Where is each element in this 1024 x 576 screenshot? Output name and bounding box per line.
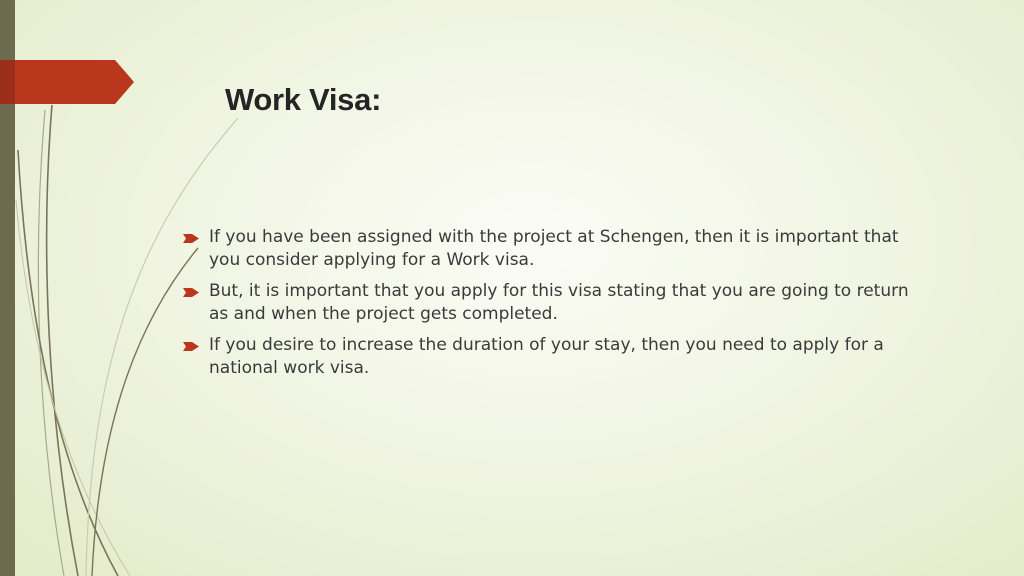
list-item [183, 280, 923, 326]
arrow-bullet-icon [183, 288, 199, 297]
bullet-text: If you have been assigned with the project at Schengen, then it is important that you consider applying for a Work visa. [209, 227, 899, 270]
arrow-bullet-icon [183, 234, 199, 243]
bullet-text: If you desire to increase the duration of your stay, then you need to apply for a national work visa. [209, 335, 884, 378]
bullet-text: But, it is important that you apply for this visa stating that you are going to return as and when the project gets completed. [209, 281, 909, 324]
arrow-bullet-icon [183, 342, 199, 351]
red-pennant-banner [0, 60, 134, 104]
slide-title: Work Visa: [225, 82, 382, 117]
list-item [183, 226, 923, 272]
bullet-list [183, 226, 923, 388]
list-item [183, 334, 923, 380]
